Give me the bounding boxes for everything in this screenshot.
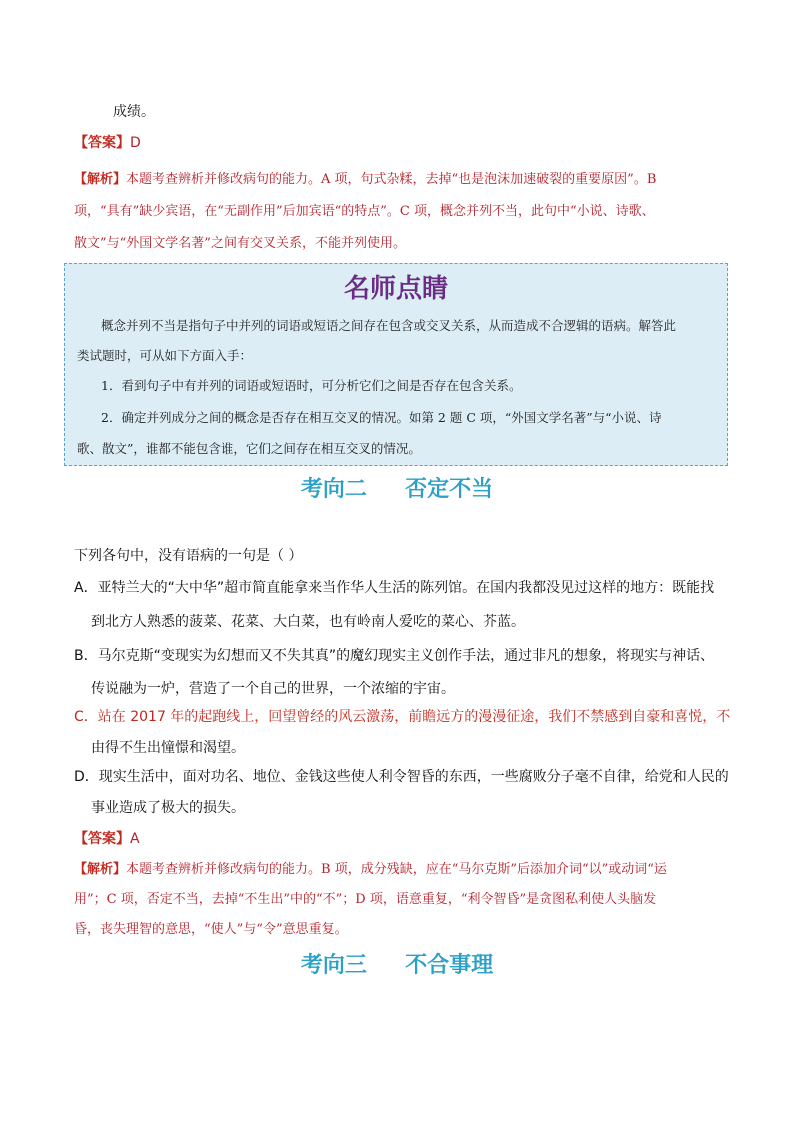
tip-line: 2．确定并列成分之间的概念是否存在相互交叉的情况。如第 2 题 C 项，“外国文学名著”与“小说、诗 [101, 410, 662, 425]
section-heading-3: 考向三 不合事理 [300, 953, 494, 978]
answer-tag: 【答案】 [74, 831, 130, 847]
answer-tag: 【答案】 [74, 135, 130, 151]
explanation-line: 散文”与“外国文学名著”之间有交叉关系，不能并列使用。 [74, 236, 406, 251]
answer-line-q2 [74, 829, 140, 849]
continued-text: 成绩。 [113, 104, 155, 120]
tip-line: 歌、散文”，谁都不能包含谁，它们之间存在相互交叉的情况。 [77, 441, 421, 456]
answer-value: A [130, 831, 140, 847]
tip-box-title: 名师点睛 [343, 274, 448, 304]
tip-box [64, 263, 728, 466]
option-b-cont: 传说融为一炉，营造了一个自己的世界，一个浓缩的宇宙。 [91, 681, 455, 697]
explanation-line: 【解析】本题考查辨析并修改病句的能力。B 项，成分残缺，应在“马尔克斯”后添加介词“以”或动词“运 [74, 862, 667, 877]
tip-line: 概念并列不当是指句子中并列的词语或短语之间存在包含或交叉关系，从而造成不合逻辑的语病。解答此 [101, 318, 677, 333]
option-d: D．现实生活中，面对功名、地位、金钱这些使人利令智昏的东西，一些腐败分子毫不自律，给党和人民的 [74, 769, 729, 785]
tip-line: 类试题时，可从如下方面入手： [77, 348, 253, 363]
explanation-line: 用”；C 项，否定不当，去掉“不生出”中的“不”；D 项，语意重复，“利令智昏”是贪图私利使人头脑发 [74, 892, 657, 907]
option-a: A．亚特兰大的“大中华”超市简直能拿来当作华人生活的陈列馆。在国内我都没见过这样的地方：既能找 [74, 580, 715, 596]
explanation-line: 项，“具有”缺少宾语，在“无副作用”后加宾语“的特点”。C 项，概念并列不当，此句中“小说、诗歌、 [74, 204, 655, 219]
question-stem: 下列各句中，没有语病的一句是（ ） [74, 548, 303, 564]
section-heading-2: 考向二 否定不当 [300, 477, 494, 502]
option-a-cont: 到北方人熟悉的菠菜、花菜、大白菜，也有岭南人爱吃的菜心、芥蓝。 [91, 614, 525, 630]
option-d-cont: 事业造成了极大的损失。 [91, 800, 245, 816]
option-c: C．站在 2017 年的起跑线上，回望曾经的风云激荡，前瞻远方的漫漫征途，我们不禁感到自豪和喜悦，不 [74, 709, 731, 725]
answer-value: D [130, 135, 141, 151]
option-b: B．马尔克斯“变现实为幻想而又不失其真”的魔幻现实主义创作手法，通过非凡的想象，将现实与神话、 [74, 648, 715, 664]
answer-line-q1 [74, 133, 141, 153]
explanation-tag: 【解析】 [74, 862, 127, 877]
explanation-line: 昏，丧失理智的意思，“使人”与“令”意思重复。 [74, 922, 348, 937]
explanation-line: 【解析】本题考查辨析并修改病句的能力。A 项，句式杂糅，去掉“也是泡沫加速破裂的重要原因”。B [74, 172, 657, 187]
explanation-tag: 【解析】 [74, 172, 127, 187]
option-c-cont: 由得不生出憧憬和渴望。 [91, 740, 245, 756]
tip-line: 1．看到句子中有并列的词语或短语时，可分析它们之间是否存在包含关系。 [101, 378, 522, 393]
